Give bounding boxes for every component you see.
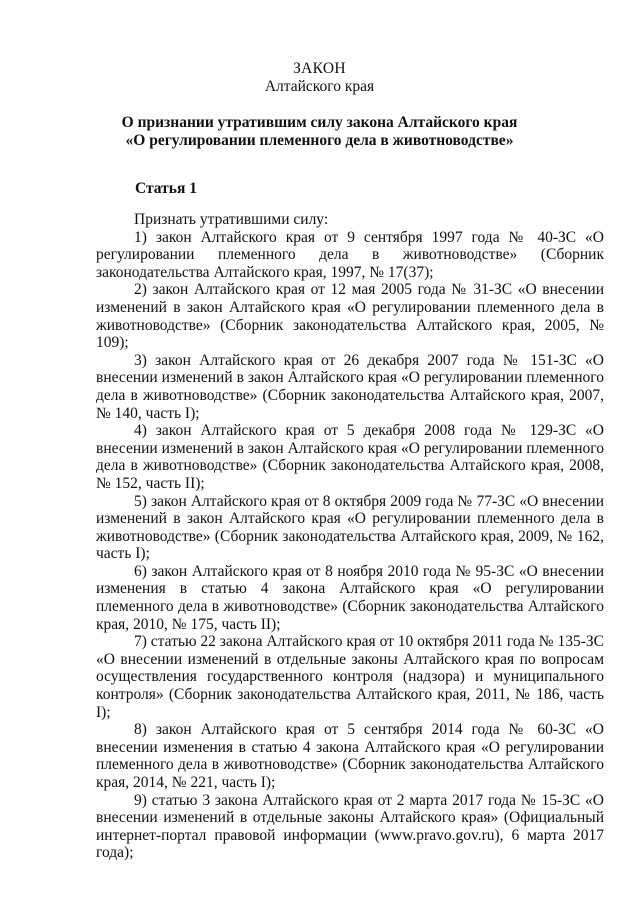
law-title-line-2: «О регулировании племенного дела в животноводстве»	[125, 132, 514, 149]
list-item: 8) закон Алтайского края от 5 сентября 2014 года № 60-ЗС «О внесении изменения в статью 4 закона Алтайского края «О регулировании племенного дела в животноводстве» (Сборник законодательства Алтайского края, 2014, № 221, часть I);	[96, 721, 604, 791]
list-item: 2) закон Алтайского края от 12 мая 2005 года № 31-ЗС «О внесении изменений в закон Алтайского края «О регулировании племенного дела в животноводстве» (Сборник законодательства Алтайского края, 2005, № 109);	[96, 281, 604, 352]
document-type-heading: ЗАКОН	[293, 60, 346, 77]
list-item: 3) закон Алтайского края от 26 декабря 2007 года № 151-ЗС «О внесении изменений в закон Алтайского края «О регулировании племенного дела в животноводстве» (Сборник законодательства Алтайского края, 2007, № 140, часть I);	[96, 351, 604, 422]
article-intro: Признать утратившими силу:	[134, 211, 329, 228]
list-item: 9) статью 3 закона Алтайского края от 2 марта 2017 года № 15-ЗС «О внесении изменений в отдельные законы Алтайского края» (Официальный интернет-портал правовой информации (www.pravo.gov.ru), 6 марта 2017 года);	[96, 791, 604, 862]
list-item: 6) закон Алтайского края от 8 ноября 2010 года № 95-ЗС «О внесении изменения в статью 4 закона Алтайского края «О регулировании племенного дела в животноводстве» (Сборник законодательства Алтайского края, 2010, № 175, часть II);	[96, 562, 604, 633]
law-title-line-1: О признании утратившим силу закона Алтайского края	[121, 114, 518, 131]
article-heading: Статья 1	[135, 180, 197, 197]
list-item: 7) статью 22 закона Алтайского края от 10 октября 2011 года № 135-ЗС «О внесении изменений в отдельные законы Алтайского края по вопросам осуществления государственного контроля (надзора) и муниципального контроля» (Сборник законодательства Алтайского края, 2011, № 186, часть I);	[96, 633, 604, 721]
region-heading: Алтайского края	[264, 78, 375, 95]
list-item: 5) закон Алтайского края от 8 октября 2009 года № 77-ЗС «О внесении изменений в закон Алтайского края «О регулировании племенного дела в животноводстве» (Сборник законодательства Алтайского края, 2009, № 162, часть I);	[96, 492, 604, 563]
article-body	[96, 211, 604, 862]
list-item: 4) закон Алтайского края от 5 декабря 2008 года № 129-ЗС «О внесении изменений в закон Алтайского края «О регулировании племенного дела в животноводстве» (Сборник законодательства Алтайского края, 2008, № 152, часть II);	[96, 422, 604, 492]
list-item: 1) закон Алтайского края от 9 сентября 1997 года № 40-ЗС «О регулировании племенного дела в животноводстве» (Сборник законодательства Алтайского края, 1997, № 17(37);	[96, 228, 604, 281]
